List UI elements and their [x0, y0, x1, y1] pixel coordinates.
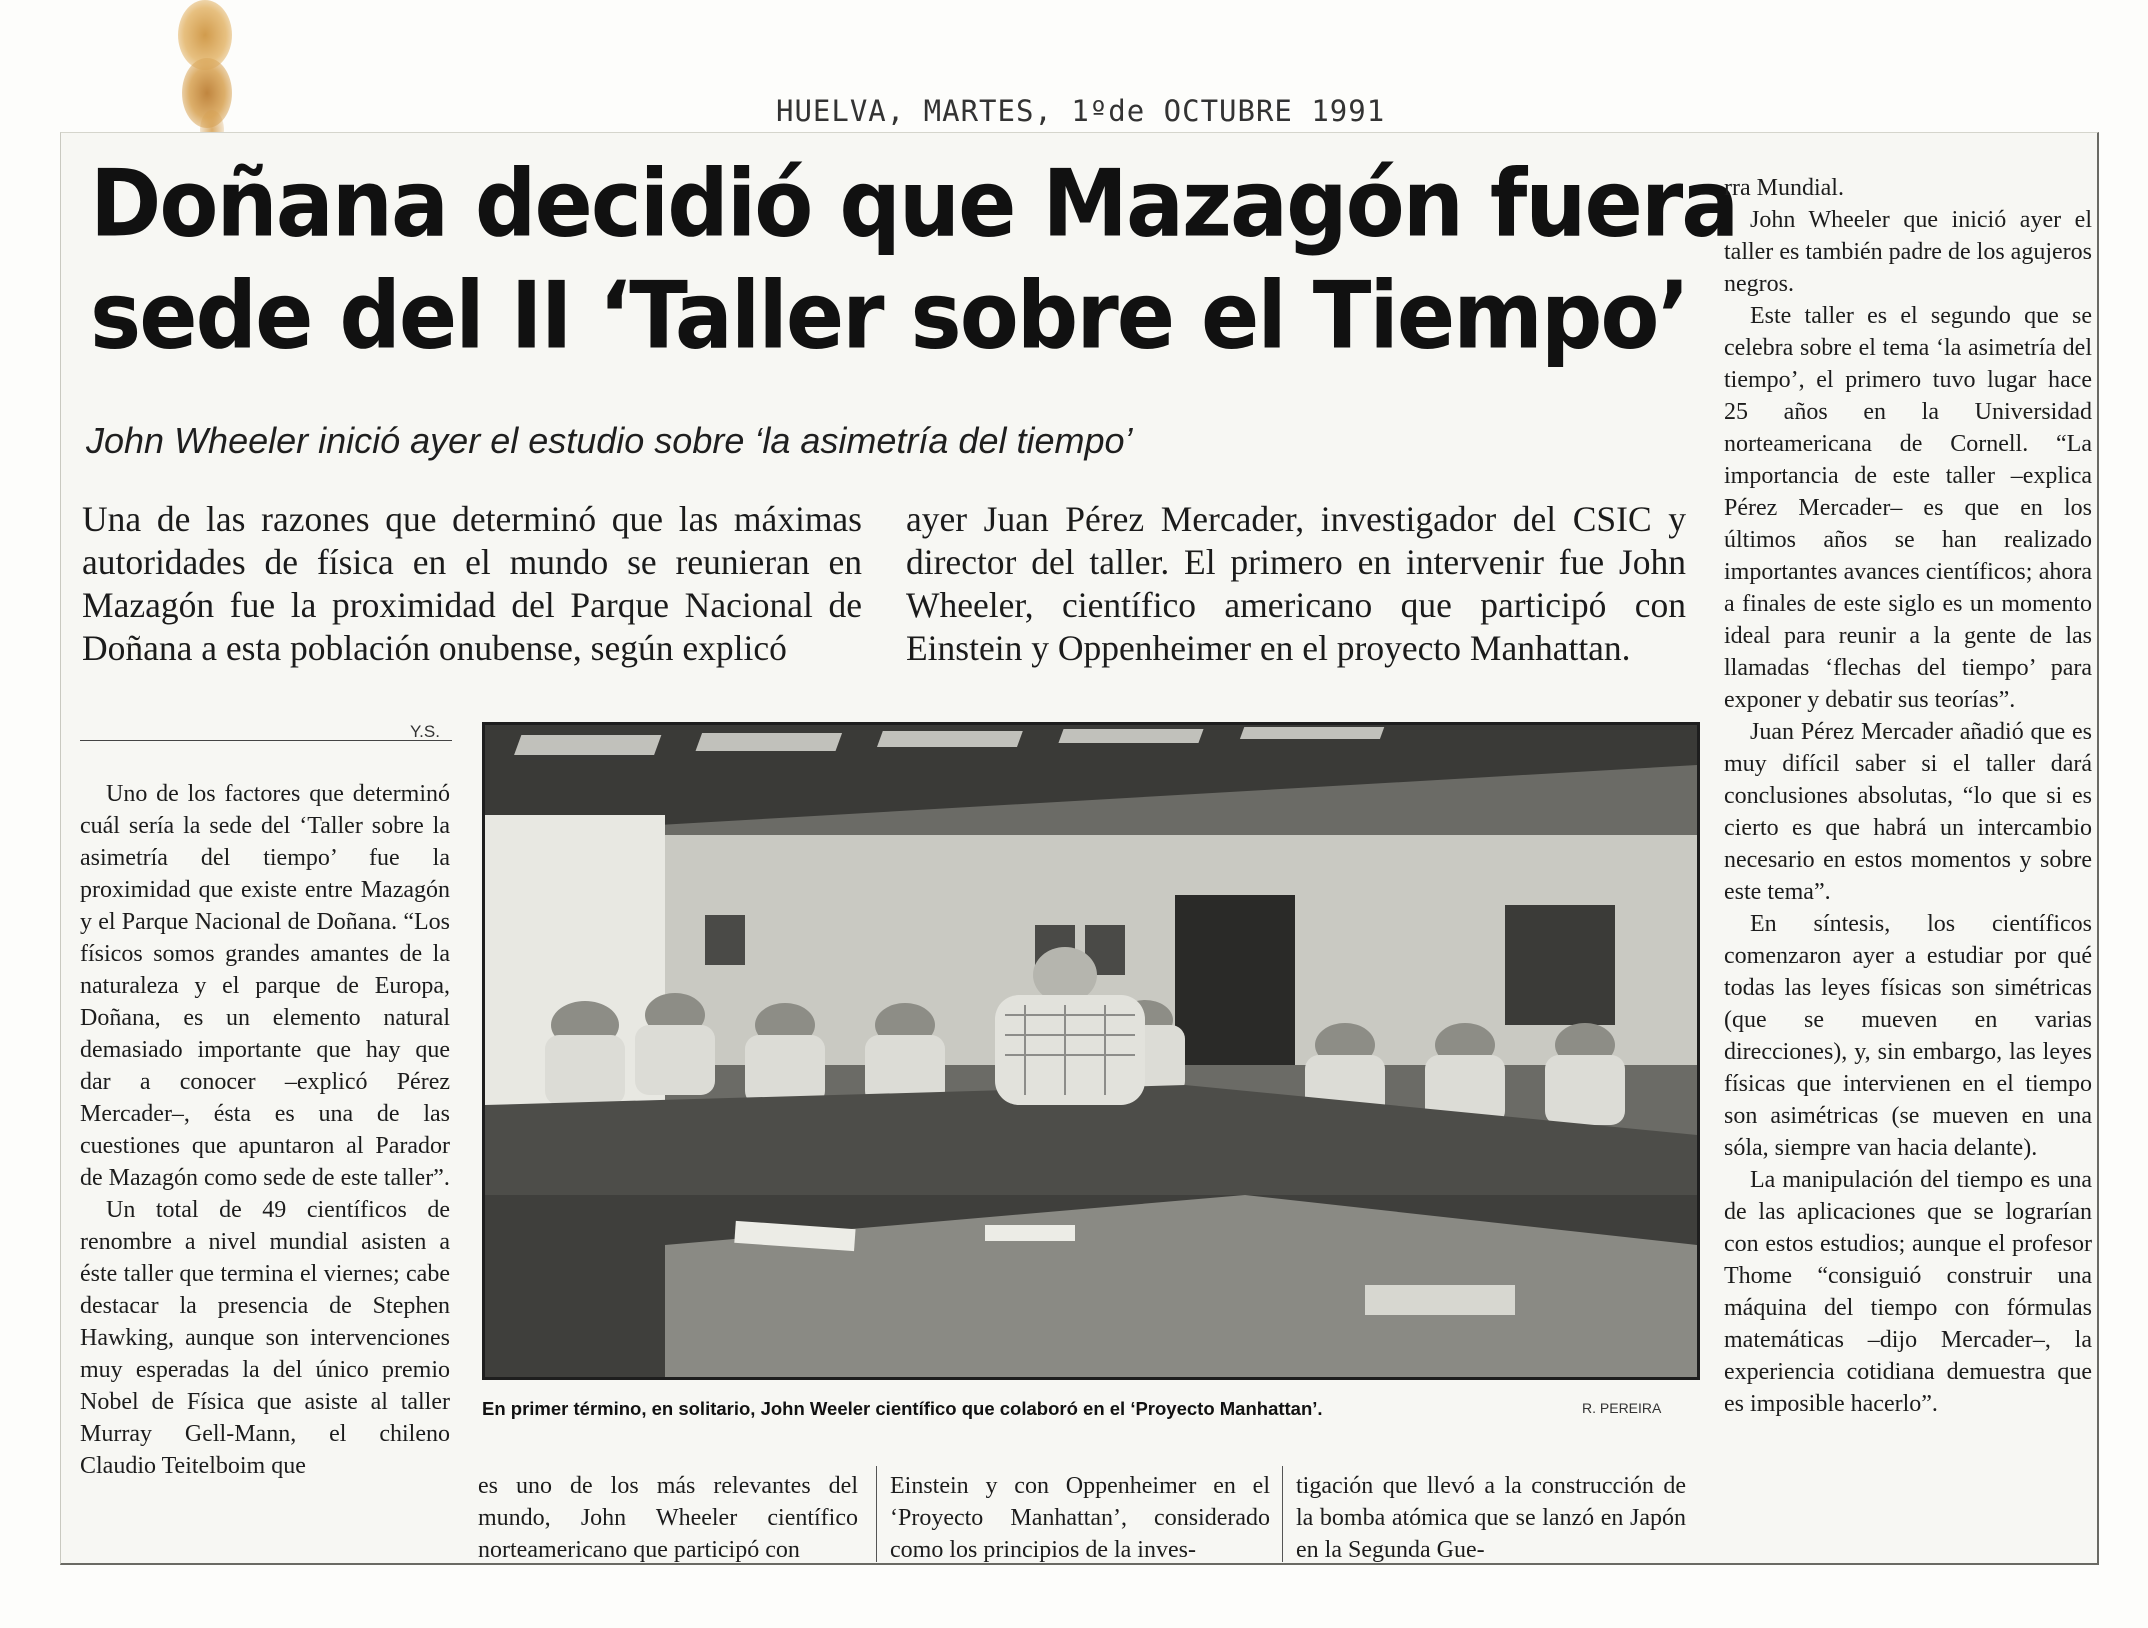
body-paragraph: En síntesis, los científicos comenzaron ayer a estudiar por qué todas las leyes físicas son simétricas (que se mueven en varias direcciones), y, sin embargo, las leyes físicas que intervienen en el tiempo son asimétricas (se mueven en una sóla, siempre van hacia delante). — [1724, 911, 2092, 1161]
body-paragraph: Este taller es el segundo que se celebra sobre el tema ‘la asimetría del tiempo’, el primero tuvo lugar hace 25 años en la Universidad norteamericana de Cornell. “La importancia de este taller –explica Pérez Mercader– es que en los últimos años se han realizado importantes avances científicos; ahora a finales de este siglo es un momento ideal para reunir a la gente de las llamadas ‘flechas del tiempo’ para exponer y debatir sus teorías”. — [1724, 303, 2092, 713]
body-paragraph: Uno de los factores que determinó cuál sería la sede del ‘Taller sobre la asimetría del tiempo’ fue la proximidad que existe entre Mazagón y el Parque Nacional de Doñana. “Los físicos somos grandes amantes de la naturaleza y el parque de Europa, Doñana, es un elemento natural demasiado importante que hay que dar a conocer –explicó Pérez Mercader–, ésta es una de las cuestiones que apuntaron al Parador de Mazagón como sede de este taller”. — [80, 781, 450, 1191]
body-column-right — [1724, 172, 2092, 1420]
body-paragraph: tigación que llevó a la construcción de la bomba atómica que se lanzó en Japón en la Segunda Gue- — [1296, 1473, 1686, 1563]
lead-paragraph-right: ayer Juan Pérez Mercader, investigador del CSIC y director del taller. El primero en intervenir fue John Wheeler, científico americano que participó con Einstein y Oppenheimer en el proyecto Manhattan. — [906, 499, 1686, 668]
column-rule — [1282, 1466, 1283, 1562]
body-paragraph: Einstein y con Oppenheimer en el ‘Proyecto Manhattan’, considerado como los principios de la inves- — [890, 1473, 1270, 1563]
column-rule — [876, 1466, 877, 1562]
headline-line-1: Doñana decidió que Mazagón fuera — [90, 150, 1738, 258]
body-paragraph: Un total de 49 científicos de renombre a nivel mundial asisten a éste taller que termina el viernes; cabe destacar la presencia de Stephen Hawking, aunque son intervenciones muy esperadas la del único premio Nobel de Física que asiste al taller Murray Gell-Mann, el chileno Claudio Teitelboim que — [80, 1197, 450, 1479]
body-column-bottom-3 — [1296, 1470, 1686, 1566]
body-paragraph: La manipulación del tiempo es una de las aplicaciones que se lograrían con estos estudios; aunque el profesor Thome “consiguió construir una máquina del tiempo con fórmulas matemáticas –dijo Mercader–, la experiencia cotidiana demuestra que es imposible hacerlo”. — [1724, 1167, 2092, 1417]
headline-line-2: sede del II ‘Taller sobre el Tiempo’ — [90, 262, 1689, 370]
photo-credit: R. PEREIRA — [1582, 1400, 1662, 1416]
dateline: HUELVA, MARTES, 1ºde OCTUBRE 1991 — [776, 94, 1386, 128]
body-column-bottom-2 — [890, 1470, 1270, 1566]
body-paragraph: es uno de los más relevantes del mundo, John Wheeler científico norteamericano que participó con — [478, 1473, 858, 1563]
byline-rule — [80, 740, 452, 741]
photo-caption: En primer término, en solitario, John Weeler científico que colaboró en el ‘Proyecto Manhattan’. — [482, 1398, 1323, 1419]
body-paragraph: John Wheeler que inició ayer el taller es también padre de los agujeros negros. — [1724, 207, 2092, 297]
body-column-left — [80, 778, 450, 1482]
byline: Y.S. — [410, 722, 440, 741]
lead-paragraph-left: Una de las razones que determinó que las máximas autoridades de física en el mundo se reunieran en Mazagón fue la proximidad del Parque Nacional de Doñana a esta población onubense, según explicó — [82, 499, 862, 668]
conference-room-photo — [485, 725, 1697, 1377]
body-column-bottom-1 — [478, 1470, 858, 1566]
subheadline: John Wheeler inició ayer el estudio sobre ‘la asimetría del tiempo’ — [86, 420, 1133, 461]
body-paragraph: rra Mundial. — [1724, 175, 1844, 201]
news-photo — [482, 722, 1700, 1380]
body-paragraph: Juan Pérez Mercader añadió que es muy difícil saber si el taller dará conclusiones absolutas, “lo que si es cierto es que habrá un intercambio necesario en estos momentos y sobre este tema”. — [1724, 719, 2092, 905]
